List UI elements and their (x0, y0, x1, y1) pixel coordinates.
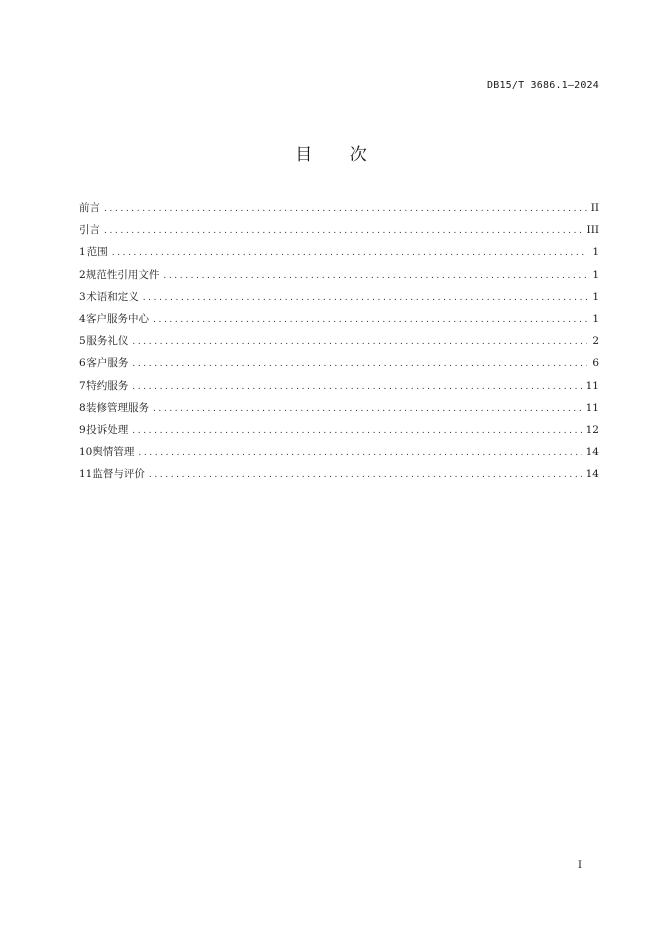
toc-leader-dots (138, 448, 581, 458)
toc-leader-dots (104, 226, 583, 236)
toc-entry-number: 10 (79, 446, 93, 459)
toc-entry-number: 7 (79, 379, 86, 392)
document-code: DB15/T 3686.1—2024 (487, 80, 599, 91)
toc-entry-page: 11 (585, 379, 599, 392)
toc-entry-1[interactable] (79, 244, 599, 266)
toc-entry-number: 9 (79, 423, 86, 436)
toc-entry-10[interactable] (79, 444, 599, 466)
toc-entry-11[interactable] (79, 466, 599, 488)
toc-entry-number: 11 (79, 468, 93, 481)
toc-entry-number: 2 (79, 268, 86, 281)
toc-entry-5[interactable] (79, 333, 599, 355)
toc-entry-label: 投诉处理 (86, 423, 129, 436)
toc-entry-number: 8 (79, 401, 86, 414)
toc-entry-number: 5 (79, 335, 86, 348)
toc-entry-label: 前言 (79, 202, 100, 214)
toc-entry-page: 1 (592, 312, 599, 325)
toc-entry-label: 术语和定义 (86, 290, 139, 303)
toc-entry-page: 11 (585, 401, 599, 414)
toc-leader-dots (153, 315, 587, 325)
toc-entry-introduction[interactable] (79, 222, 599, 244)
toc-entry-8[interactable] (79, 400, 599, 422)
toc-entry-label: 服务礼仪 (86, 335, 129, 348)
toc-entry-label: 舆情管理 (92, 446, 135, 459)
toc-entry-page: 12 (585, 423, 599, 436)
toc-leader-dots (132, 426, 581, 436)
toc-entry-page: II (590, 202, 599, 214)
toc-leader-dots (132, 382, 581, 392)
toc-entry-label: 监督与评价 (92, 468, 145, 481)
toc-entry-label: 装修管理服务 (85, 401, 149, 414)
toc-leader-dots (153, 404, 582, 414)
toc-entry-preface[interactable] (79, 200, 599, 222)
toc-entry-page: 6 (592, 357, 599, 370)
toc-entry-label: 规范性引用文件 (85, 268, 160, 281)
toc-entry-number: 4 (79, 312, 86, 325)
toc-entry-6[interactable] (79, 355, 599, 377)
toc-leader-dots (112, 248, 587, 258)
toc-entry-number: 1 (79, 246, 86, 259)
toc-leader-dots (132, 359, 587, 369)
toc-entry-4[interactable] (79, 311, 599, 333)
toc-entry-label: 特约服务 (86, 379, 129, 392)
toc-leader-dots (143, 293, 587, 303)
toc-entry-page: 14 (585, 468, 599, 481)
toc-leader-dots (132, 337, 587, 347)
toc-entry-page: 2 (592, 335, 599, 348)
toc-title: 目 次 (295, 145, 367, 165)
toc-entry-label: 引言 (79, 224, 100, 237)
toc-entry-page: 1 (592, 246, 599, 259)
toc-entry-label: 客户服务 (86, 357, 129, 370)
toc-entry-page: 1 (592, 268, 599, 281)
toc-leader-dots (163, 271, 587, 281)
toc-entry-label: 范围 (86, 246, 108, 259)
toc-entry-2[interactable] (79, 267, 599, 289)
toc-list (79, 200, 599, 488)
toc-entry-label: 客户服务中心 (86, 312, 150, 325)
toc-entry-page: III (586, 224, 599, 237)
toc-entry-page: 1 (592, 290, 599, 303)
toc-leader-dots (104, 204, 587, 214)
toc-entry-7[interactable] (79, 378, 599, 400)
toc-entry-number: 6 (79, 357, 86, 370)
toc-entry-page: 14 (585, 446, 599, 459)
toc-entry-3[interactable] (79, 289, 599, 311)
toc-leader-dots (149, 470, 582, 480)
toc-entry-9[interactable] (79, 422, 599, 444)
page-number: I (578, 860, 582, 871)
toc-entry-number: 3 (79, 290, 86, 303)
